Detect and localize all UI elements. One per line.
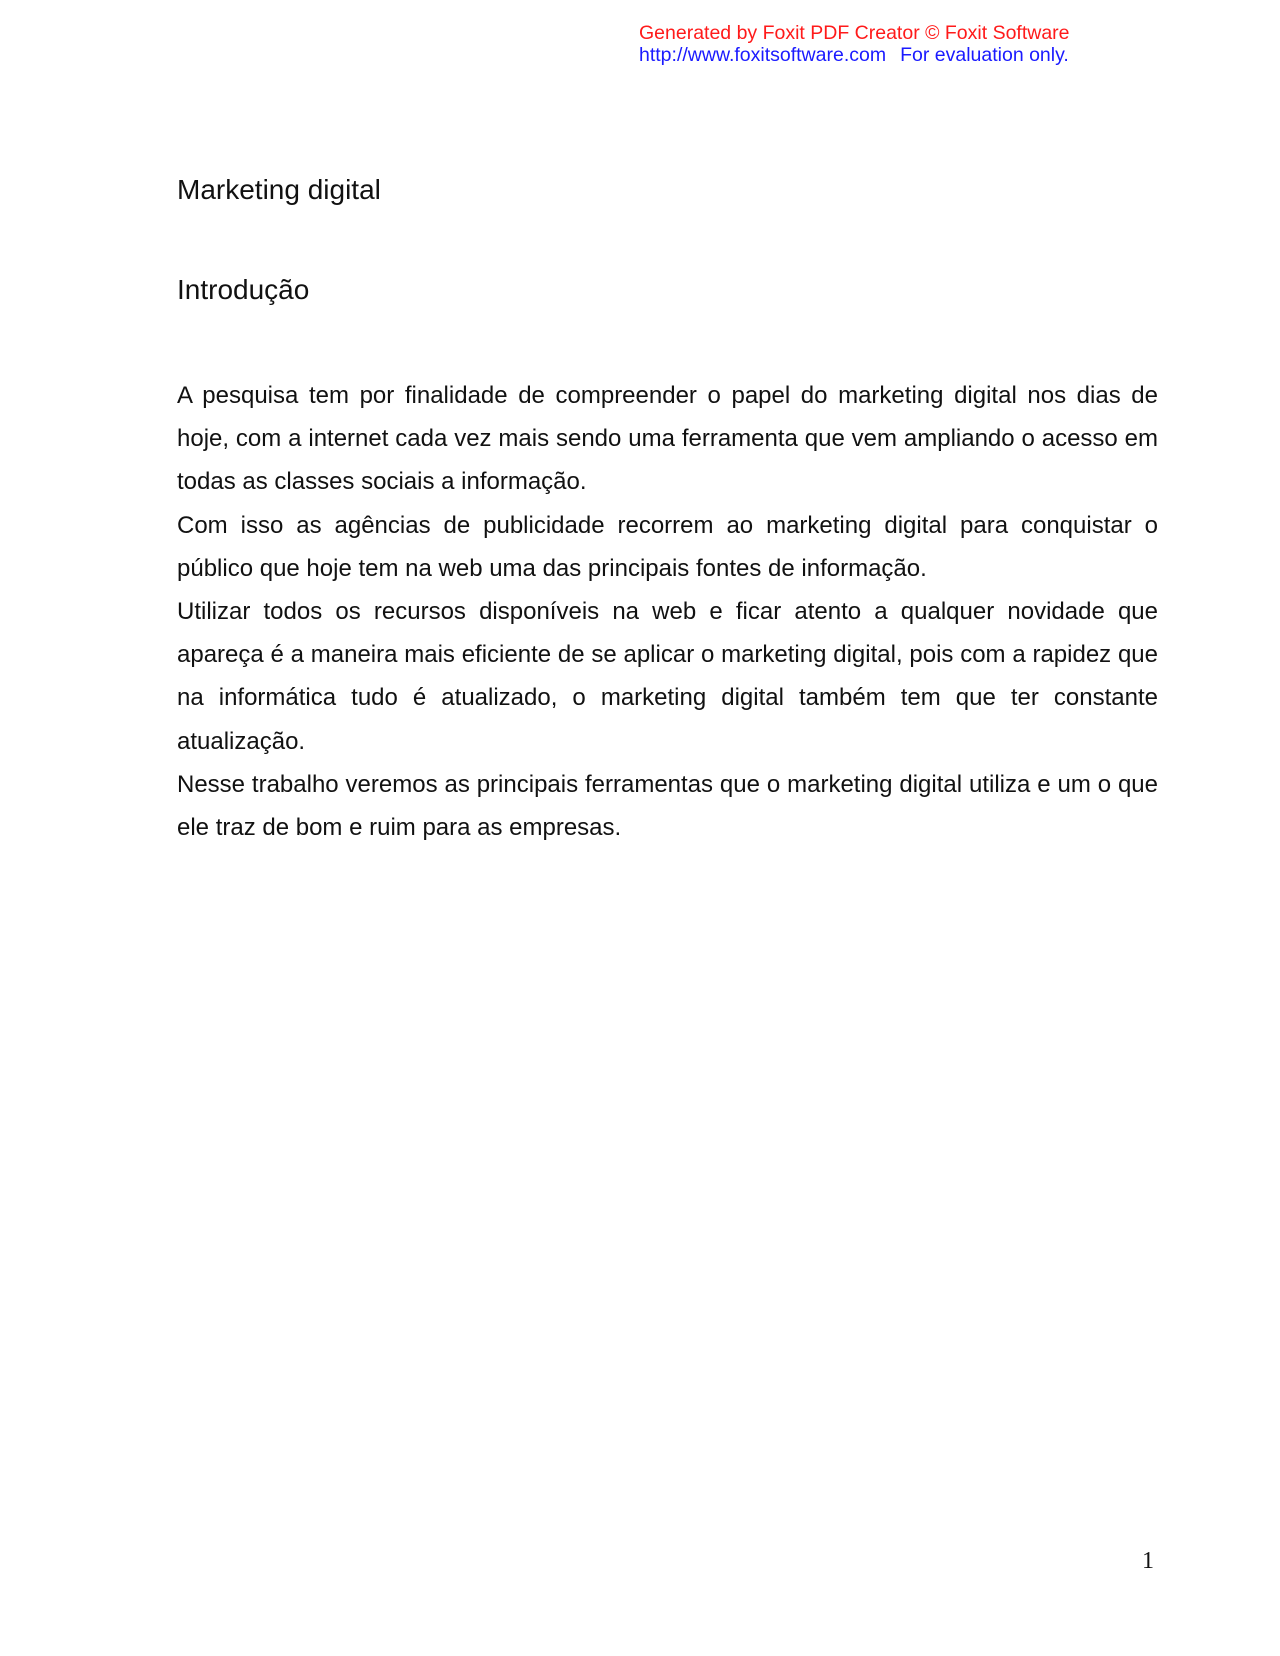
foxit-watermark (639, 22, 1070, 66)
paragraph: Nesse trabalho veremos as principais ferramentas que o marketing digital utiliza e um o que ele traz de bom e ruim para as empresas. (177, 770, 1158, 842)
watermark-line2 (639, 44, 1070, 66)
watermark-evaluation-note: For evaluation only. (900, 44, 1069, 66)
page-number: 1 (1142, 1548, 1154, 1574)
watermark-url-link[interactable]: http://www.foxitsoftware.com (639, 44, 887, 66)
paragraph: A pesquisa tem por finalidade de compreender o papel do marketing digital nos dias de hoje, com a internet cada vez mais sendo uma ferramenta que vem ampliando o acesso em todas as classes sociais a informação. (177, 382, 1158, 496)
document-title: Marketing digital (177, 174, 381, 205)
watermark-generated-by: Generated by Foxit PDF Creator © Foxit Software (639, 22, 1070, 44)
section-heading-introducao: Introdução (177, 274, 310, 305)
paragraph: Com isso as agências de publicidade recorrem ao marketing digital para conquistar o público que hoje tem na web uma das principais fontes de informação. (177, 511, 1158, 582)
introduction-body (177, 374, 1158, 849)
paragraph: Utilizar todos os recursos disponíveis na web e ficar atento a qualquer novidade que apareça é a maneira mais eficiente de se aplicar o marketing digital, pois com a rapidez que na informática tudo é atualizado, o marketing digital também tem que ter constante atualização. (177, 598, 1158, 755)
